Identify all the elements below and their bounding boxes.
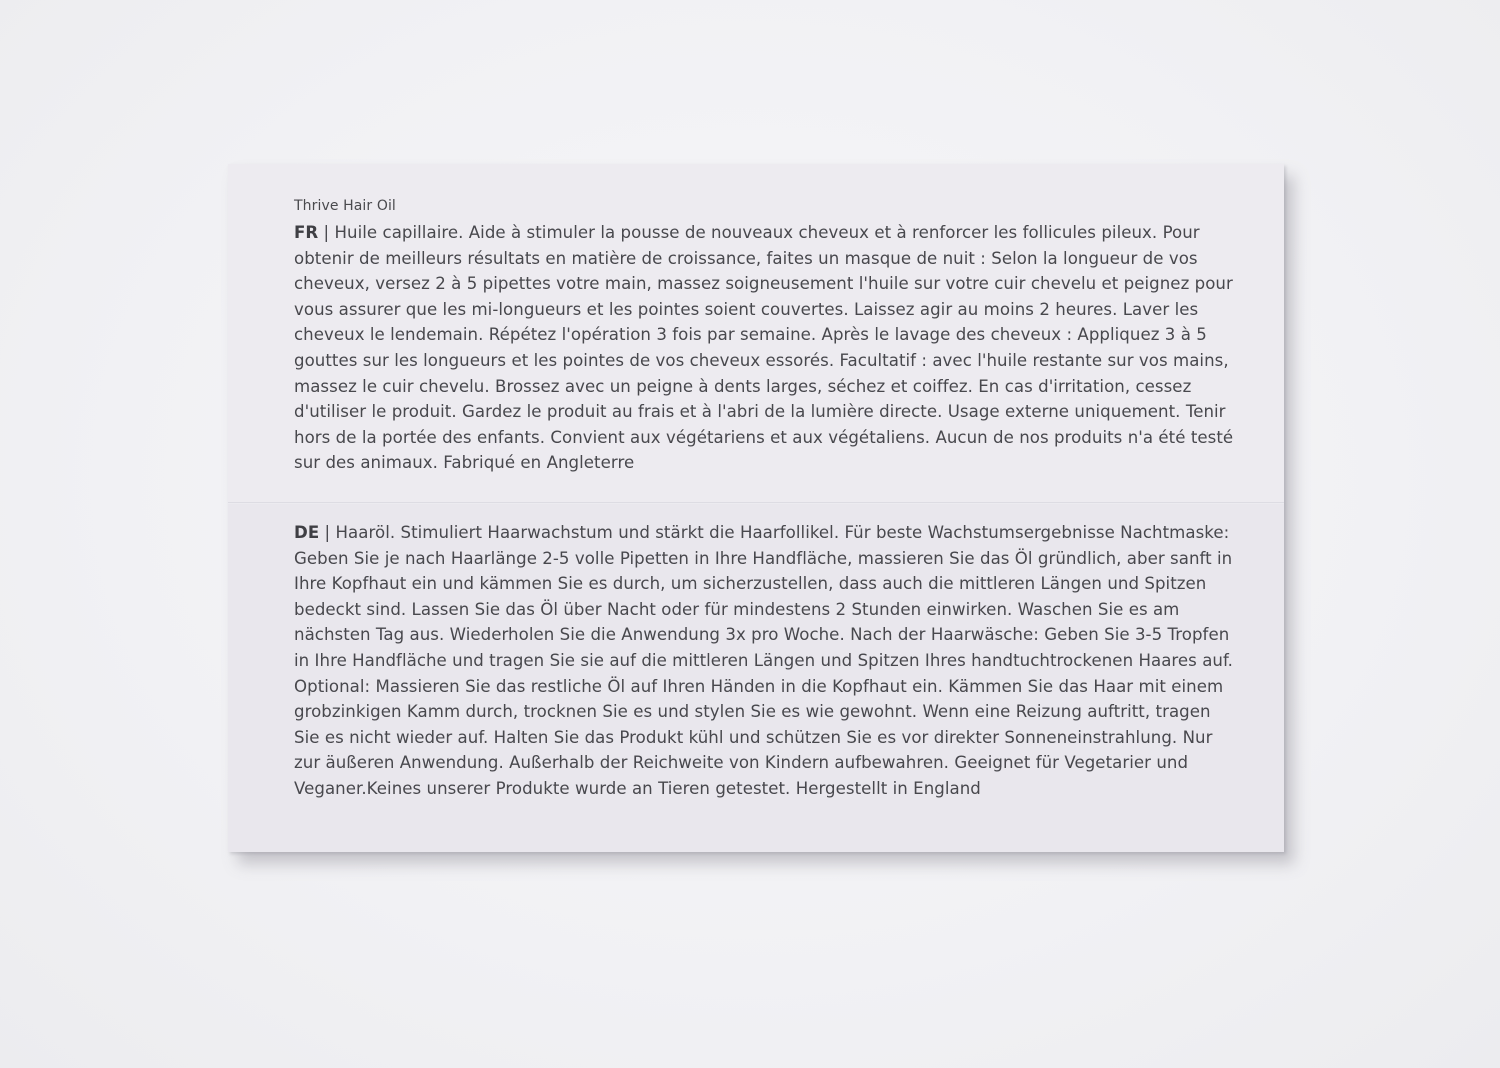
french-separator: |: [318, 223, 335, 242]
french-instructions: [294, 220, 1236, 476]
french-language-code: FR: [294, 223, 319, 242]
german-text: Haaröl. Stimuliert Haarwachstum und stärkt die Haarfollikel. Für beste Wachstumsergebnisse Nachtmaske: Geben Sie je nach Haarlänge 2-5 volle Pipetten in Ihre Handfläche, massieren Sie das Öl gründlich, aber sanft in Ihre Kopfhaut ein und kämmen Sie es durch, um sicherzustellen, dass auch die mittleren Längen und Spitzen bedeckt sind. Lassen Sie das Öl über Nacht oder für mindestens 2 Stunden einwirken. Waschen Sie es am nächsten Tag aus. Wiederholen Sie die Anwendung 3x pro Woche. Nach der Haarwäsche: Geben Sie 3-5 Tropfen in Ihre Handfläche und tragen Sie sie auf die mittleren Längen und Spitzen Ihres handtuchtrockenen Haares auf. Optional: Massieren Sie das restliche Öl auf Ihren Händen in die Kopfhaut ein. Kämmen Sie das Haar mit einem grobzinkigen Kamm durch, trocknen Sie es und stylen Sie es wie gewohnt. Wenn eine Reizung auftritt, tragen Sie es nicht wieder auf. Halten Sie das Produkt kühl und schützen Sie es vor direkter Sonneneinstrahlung. Nur zur äußeren Anwendung. Außerhalb der Reichweite von Kindern aufbewahren. Geeignet für Vegetarier und Veganer.Keines unserer Produkte wurde an Tieren getestet. Hergestellt in England: [294, 523, 1234, 798]
card-fold-line: [228, 502, 1284, 504]
product-name: Thrive Hair Oil: [294, 198, 396, 214]
french-text: Huile capillaire. Aide à stimuler la pousse de nouveaux cheveux et à renforcer les follicules pileux. Pour obtenir de meilleurs résultats en matière de croissance, faites un masque de nuit : Selon la longueur de vos cheveux, versez 2 à 5 pipettes votre main, massez soigneusement l'huile sur votre cuir chevelu et peignez pour vous assurer que les mi-longueurs et les pointes soient couvertes. Laissez agir au moins 2 heures. Laver les cheveux le lendemain. Répétez l'opération 3 fois par semaine. Après le lavage des cheveux : Appliquez 3 à 5 gouttes sur les longueurs et les pointes de vos cheveux essorés. Facultatif : avec l'huile restante sur vos mains, massez le cuir chevelu. Brossez avec un peigne à dents larges, séchez et coiffez. En cas d'irritation, cessez d'utiliser le produit. Gardez le produit au frais et à l'abri de la lumière directe. Usage externe uniquement. Tenir hors de la portée des enfants. Convient aux végétariens et aux végétaliens. Aucun de nos produits n'a été testé sur des animaux. Fabriqué en Angleterre: [294, 223, 1234, 473]
instruction-card: [228, 164, 1284, 852]
german-separator: |: [319, 523, 336, 542]
german-instructions: [294, 520, 1236, 802]
german-language-code: DE: [294, 523, 320, 542]
